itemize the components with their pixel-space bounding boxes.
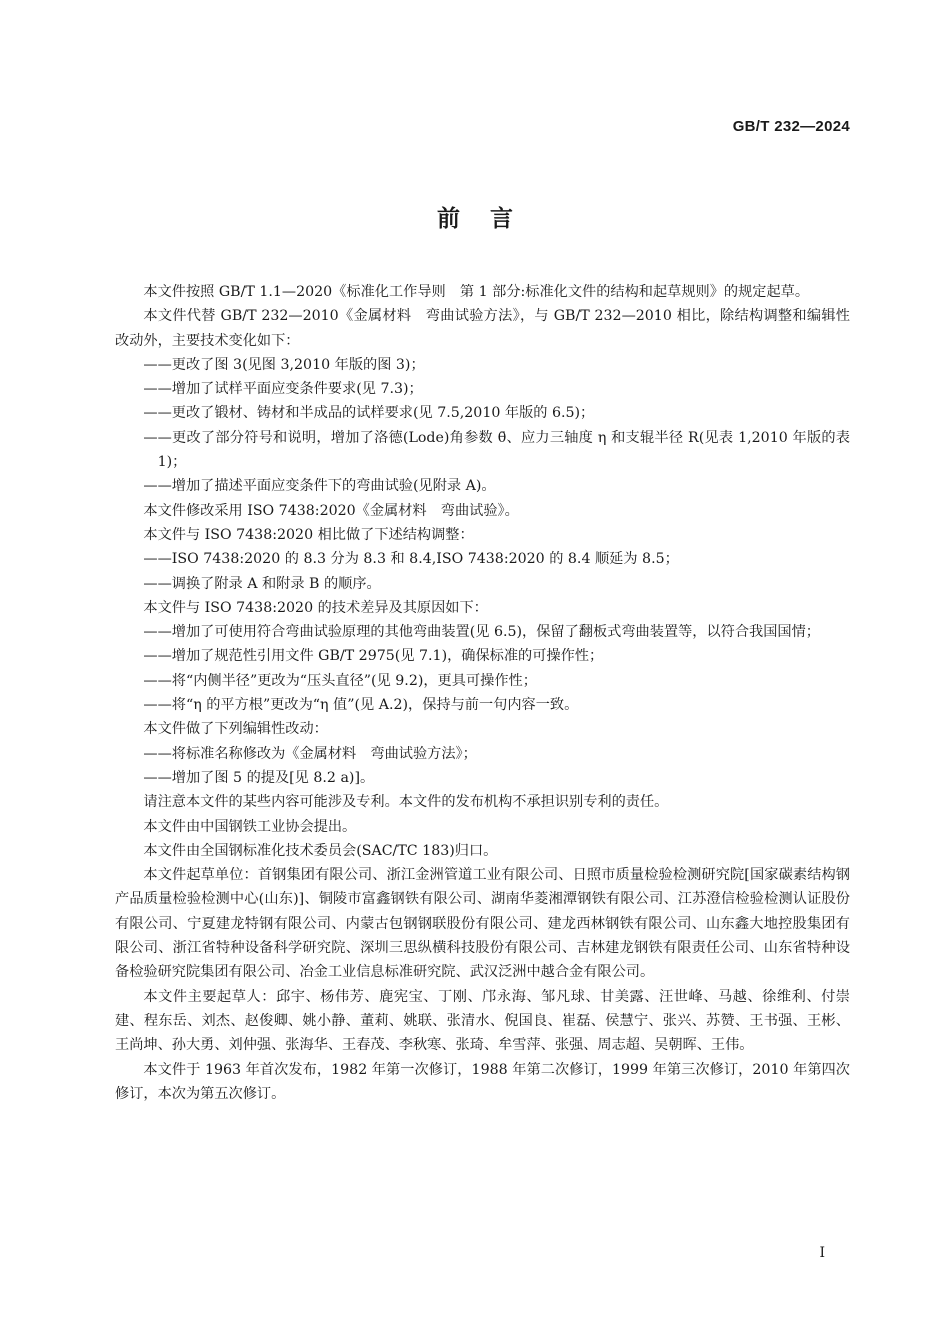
list-item: ——ISO 7438:2020 的 8.3 分为 8.3 和 8.4,ISO 7438:2020 的 8.4 顺延为 8.5； [143,551,679,568]
list-item: ——将“η 的平方根”更改为“η 值”(见 A.2)，保持与前一句内容一致。 [143,697,579,714]
list-item: ——增加了描述平面应变条件下的弯曲试验(见附录 A)。 [143,478,496,495]
list-item: ——增加了试样平面应变条件要求(见 7.3)； [143,381,423,398]
list-item: ——增加了图 5 的提及[见 8.2 a)]。 [143,769,375,786]
paragraph: 本文件修改采用 ISO 7438:2020《金属材料 弯曲试验》。 [143,502,519,519]
paragraph: 本文件主要起草人：邱宇、杨伟芳、鹿宪宝、丁刚、邝永海、邹凡球、甘美露、汪世峰、马越、徐维利、付崇建、程东岳、刘杰、赵俊卿、姚小静、董莉、姚联、张清水、倪国良、崔磊、侯慧宁、张兴、苏赞、王书强、王彬、王尚坤、孙大勇、刘仲强、张海华、王春茂、李秋寒、张琦、牟雪萍、张强、周志超、吴朝晖、王伟。 [115,988,850,1054]
list-item: ——更改了图 3(见图 3,2010 年版的图 3)； [143,356,425,373]
paragraph: 本文件起草单位：首钢集团有限公司、浙江金洲管道工业有限公司、日照市质量检验检测研究院[国家碳素结构钢产品质量检验检测中心(山东)]、铜陵市富鑫钢铁有限公司、湖南华菱湘潭钢铁有限公司、江苏澄信检验检测认证股份有限公司、宁夏建龙特钢有限公司、内蒙古包钢钢联股份有限公司、建龙西林钢铁有限公司、山东鑫大地控股集团有限公司、浙江省特种设备科学研究院、深圳三思纵横科技股份有限公司、吉林建龙钢铁有限责任公司、山东省特种设备检验研究院集团有限公司、冶金工业信息标准研究院、武汉泛洲中越合金有限公司。 [115,867,850,981]
page-number: I [819,1245,825,1261]
list-item: ——增加了可使用符合弯曲试验原理的其他弯曲装置(见 6.5)，保留了翻板式弯曲装置等，以符合我国国情； [143,624,820,641]
paragraph: 本文件与 ISO 7438:2020 的技术差异及其原因如下： [143,599,488,616]
paragraph: 本文件由中国钢铁工业协会提出。 [143,818,357,835]
paragraph: 本文件由全国钢标准化技术委员会(SAC/TC 183)归口。 [143,842,498,859]
list-item: ——将“内侧半径”更改为“压头直径”(见 9.2)，更具可操作性； [143,672,537,689]
paragraph: 本文件与 ISO 7438:2020 相比做了下述结构调整： [143,526,474,543]
paragraph: 本文件于 1963 年首次发布，1982 年第一次修订，1988 年第二次修订，1999 年第三次修订，2010 年第四次修订，本次为第五次修订。 [115,1061,850,1102]
list-item: ——增加了规范性引用文件 GB/T 2975(见 7.1)，确保标准的可操作性； [143,648,604,665]
document-body [115,280,850,1106]
list-item: ——更改了部分符号和说明，增加了洛德(Lode)角参数 θ̄、应力三轴度 η 和支辊半径 R(见表 1,2010 年版的表 1)； [143,429,850,471]
paragraph: 本文件按照 GB/T 1.1—2020《标准化工作导则 第 1 部分:标准化文件的结构和起草规则》的规定起草。 [143,284,810,300]
document-code: GB/T 232—2024 [732,118,850,135]
list-item: ——更改了锻材、铸材和半成品的试样要求(见 7.5,2010 年版的 6.5)； [143,405,595,422]
paragraph: 本文件代替 GB/T 232—2010《金属材料 弯曲试验方法》，与 GB/T 232—2010 相比，除结构调整和编辑性改动外，主要技术变化如下： [115,308,850,349]
paragraph: 请注意本文件的某些内容可能涉及专利。本文件的发布机构不承担识别专利的责任。 [143,794,669,811]
page-title: 前言 [437,206,543,232]
list-item: ——将标准名称修改为《金属材料 弯曲试验方法》； [143,745,477,762]
list-item: ——调换了附录 A 和附录 B 的顺序。 [143,575,381,592]
paragraph: 本文件做了下列编辑性改动： [143,721,328,738]
